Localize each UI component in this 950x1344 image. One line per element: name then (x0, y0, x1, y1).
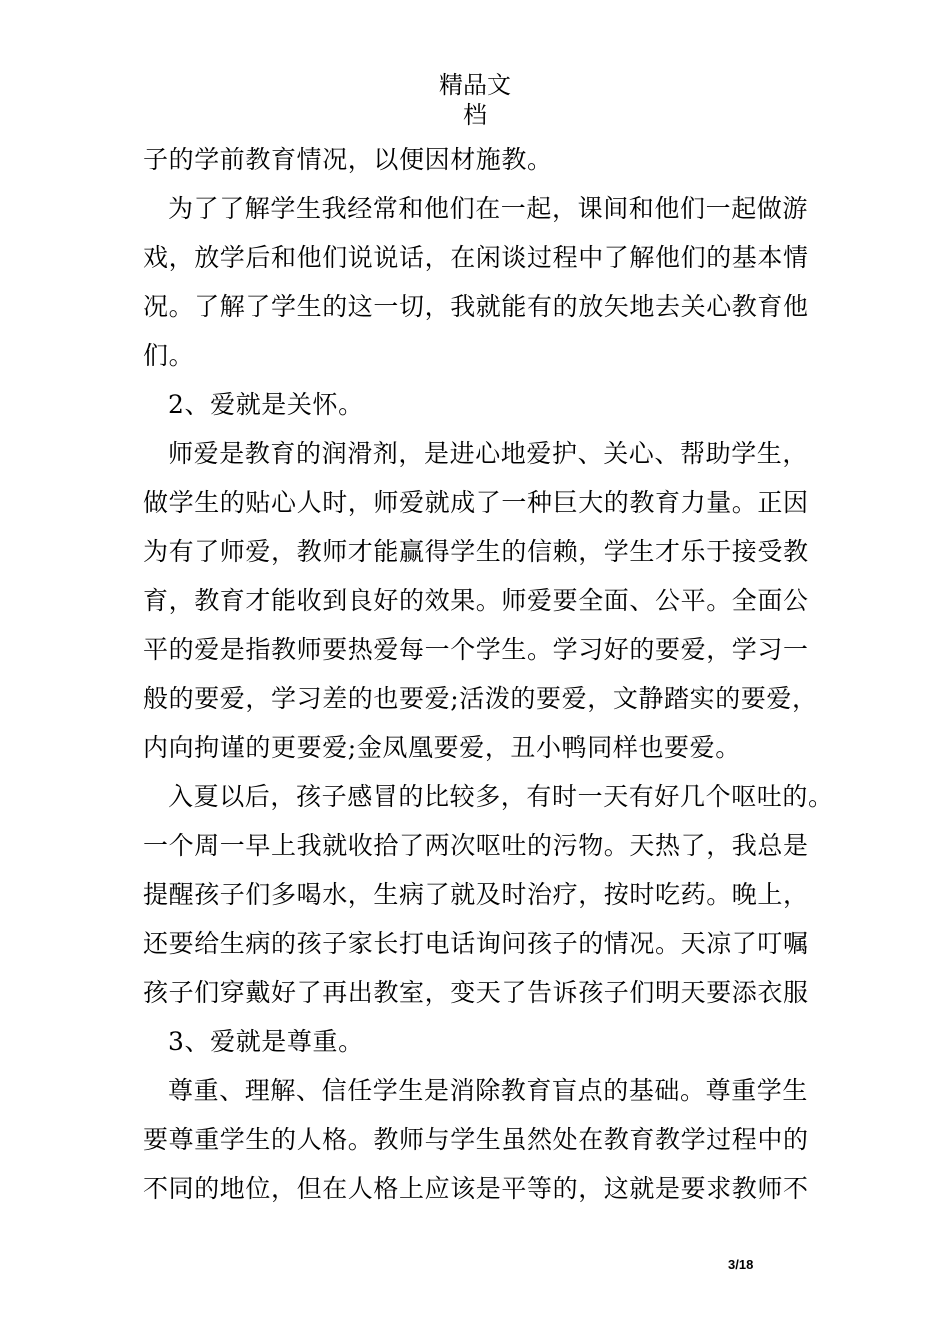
text-line: 入夏以后，孩子感冒的比较多，有时一天有好几个呕吐的。 (168, 782, 834, 811)
text-line: 师爱是教育的润滑剂，是进心地爱护、关心、帮助学生， (168, 439, 809, 468)
text-line: 2、爱就是关怀。 (168, 390, 364, 419)
page-number: 3/18 (728, 1257, 754, 1272)
text-line: 般的要爱，学习差的也要爱;活泼的要爱，文静踏实的要爱， (143, 684, 818, 713)
text-line: 尊重、理解、信任学生是消除教育盲点的基础。尊重学生 (168, 1076, 809, 1105)
text-line: 要尊重学生的人格。教师与学生虽然处在教育教学过程中的 (143, 1125, 809, 1154)
text-line: 不同的地位，但在人格上应该是平等的，这就是要求教师不 (143, 1174, 809, 1203)
text-line: 为了了解学生我经常和他们在一起，课间和他们一起做游 (168, 194, 809, 223)
text-line: 们。 (143, 341, 195, 370)
text-line: 内向拘谨的更要爱;金凤凰要爱，丑小鸭同样也要爱。 (143, 733, 741, 762)
section-heading-respect (143, 1017, 833, 1066)
document-body (143, 135, 833, 1213)
text-line: 戏，放学后和他们说说话，在闲谈过程中了解他们的基本情 (143, 243, 809, 272)
text-line: 一个周一早上我就收拾了两次呕吐的污物。天热了，我总是 (143, 831, 809, 860)
text-line: 况。了解了学生的这一切，我就能有的放矢地去关心教育他 (143, 292, 809, 321)
text-line: 育，教育才能收到良好的效果。师爱要全面、公平。全面公 (143, 586, 809, 615)
paragraph-teacher-love (143, 429, 833, 772)
document-header (0, 70, 950, 130)
text-line: 为有了师爱，教师才能赢得学生的信赖，学生才乐于接受教 (143, 537, 809, 566)
text-line: 3、爱就是尊重。 (168, 1027, 364, 1056)
paragraph-summer-care (143, 772, 833, 1017)
text-line: 孩子们穿戴好了再出教室，变天了告诉孩子们明天要添衣服 (143, 978, 809, 1007)
text-line: 提醒孩子们多喝水，生病了就及时治疗，按时吃药。晚上， (143, 880, 809, 909)
header-title-line-1: 精品文 (439, 71, 511, 99)
paragraph-respect (143, 1066, 833, 1213)
paragraph-continuation (143, 135, 833, 184)
text-line: 还要给生病的孩子家长打电话询问孩子的情况。天凉了叮嘱 (143, 929, 809, 958)
text-line: 子的学前教育情况，以便因材施教。 (143, 145, 553, 174)
section-heading-care (143, 380, 833, 429)
text-line: 做学生的贴心人时，师爱就成了一种巨大的教育力量。正因 (143, 488, 809, 517)
text-line: 平的爱是指教师要热爱每一个学生。学习好的要爱，学习一 (143, 635, 809, 664)
header-title-line-2: 档 (463, 101, 487, 129)
paragraph-understanding-students (143, 184, 833, 380)
